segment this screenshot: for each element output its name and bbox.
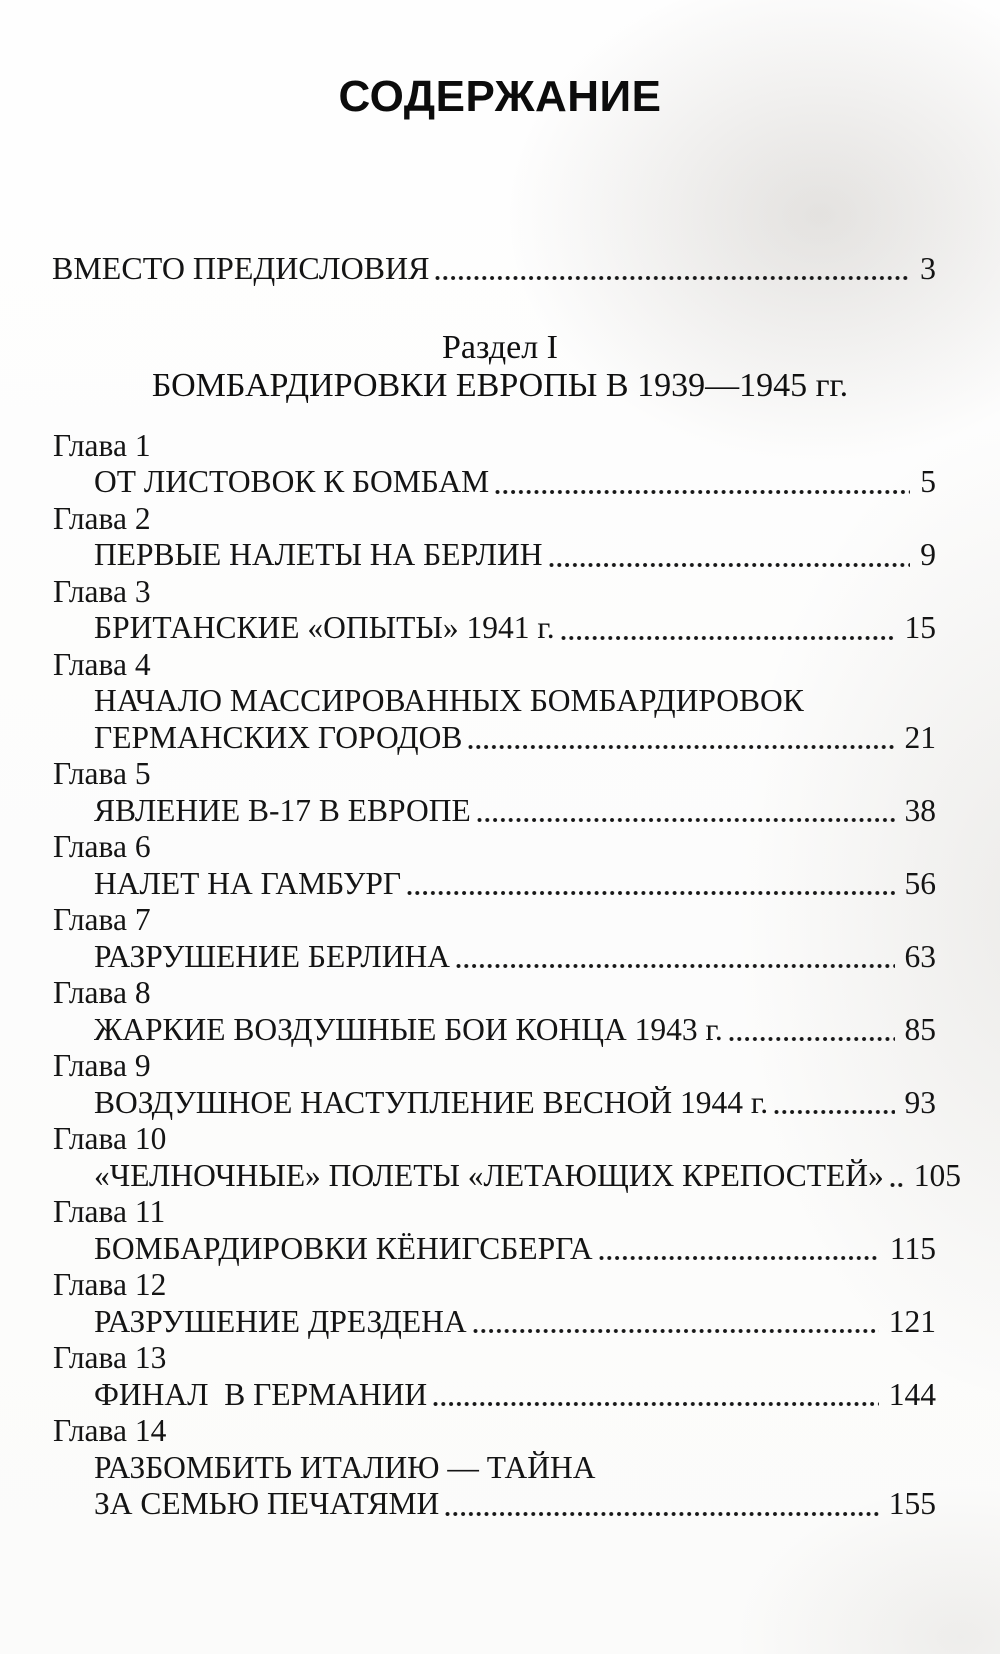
chapter-page-number: 56 [904,865,936,901]
chapter-page-number: 93 [904,1084,936,1120]
chapter-label: Глава 2 [53,500,151,536]
chapter-label: Глава 1 [53,427,151,463]
chapter-title: НАЛЕТ НА ГАМБУРГ [94,865,402,901]
chapter-title-row [52,793,936,830]
dot-leader [433,1402,879,1406]
chapter-page-number: 21 [904,719,936,755]
chapter-entry [52,1267,936,1340]
chapter-entry [52,1048,936,1121]
chapter-entry [52,647,936,757]
dot-leader [435,276,910,280]
chapter-title-row [52,1450,936,1487]
chapter-title: БОМБАРДИРОВКИ КЁНИГСБЕРГА [94,1230,593,1266]
chapter-title-row [52,720,936,757]
chapter-title-row [52,1377,936,1414]
chapter-label: Глава 9 [53,1048,151,1083]
chapter-entry [52,428,936,501]
chapter-label: Глава 13 [53,1340,167,1375]
chapter-title-row [52,1231,936,1268]
dot-leader [445,1512,878,1516]
chapter-title-row [52,1304,936,1341]
chapter-entry [52,1340,936,1413]
section-title: Раздел I [442,328,558,366]
chapter-title: ЗА СЕМЬЮ ПЕЧАТЯМИ [94,1486,440,1521]
chapter-title-row [52,464,936,501]
chapter-label: Глава 7 [53,902,151,937]
chapter-title-row [52,683,936,720]
dot-leader [599,1256,880,1260]
dot-leader [477,818,895,822]
dot-leader [473,1329,879,1333]
chapter-title: РАЗБОМБИТЬ ИТАЛИЮ — ТАЙНА [94,1449,596,1485]
chapter-title: ВОЗДУШНОЕ НАСТУПЛЕНИЕ ВЕСНОЙ 1944 г. [94,1084,769,1120]
chapter-page-number: 15 [904,610,936,645]
chapter-title: «ЧЕЛНОЧНЫЕ» ПОЛЕТЫ «ЛЕТАЮЩИХ КРЕПОСТЕЙ» [94,1157,884,1193]
chapter-entry [52,1194,936,1267]
chapter-label: Глава 14 [53,1413,167,1448]
chapter-title: РАЗРУШЕНИЕ ДРЕЗДЕНА [94,1303,467,1339]
chapter-entry [52,1121,961,1194]
chapter-entry [52,501,936,574]
chapter-title: ГЕРМАНСКИХ ГОРОДОВ [94,719,463,755]
dot-leader [407,891,894,895]
chapter-label: Глава 4 [53,646,151,682]
chapter-entry [52,902,936,975]
chapter-page-number: 121 [888,1303,936,1339]
chapter-page-number: 105 [913,1157,961,1193]
preface-label: ВМЕСТО ПРЕДИСЛОВИЯ [52,250,430,286]
chapter-title-row [52,1012,936,1049]
dot-leader [456,964,895,968]
chapter-label: Глава 6 [53,829,151,864]
chapter-entry [52,829,936,902]
chapter-title: РАЗРУШЕНИЕ БЕРЛИНА [94,938,450,974]
section-subtitle: БОМБАРДИРОВКИ ЕВРОПЫ В 1939—1945 гг. [151,366,849,404]
dot-leader [549,563,911,567]
dot-leader [890,1183,904,1187]
chapter-label: Глава 8 [53,975,151,1010]
chapter-entry [52,1413,936,1523]
chapter-title-row [52,610,936,647]
chapter-page-number: 144 [888,1376,936,1412]
preface-page-number: 3 [920,250,936,286]
chapter-page-number: 63 [904,938,936,974]
chapter-title: ФИНАЛ В ГЕРМАНИИ [94,1376,428,1412]
dot-leader [774,1110,894,1114]
chapter-page-number: 9 [920,537,936,572]
chapter-title-row [52,537,936,574]
chapter-label: Глава 12 [53,1267,167,1302]
chapter-entry [52,756,936,829]
chapter-entry [52,574,936,647]
chapter-title: ЯВЛЕНИЕ В-17 В ЕВРОПЕ [94,792,471,828]
dot-leader [561,636,895,640]
chapter-label: Глава 11 [53,1194,166,1229]
chapter-title-row [52,866,936,903]
chapter-list [52,427,961,1523]
chapter-title-row [52,939,936,976]
section-heading [0,329,1000,405]
chapter-page-number: 115 [889,1230,936,1266]
dot-leader [468,745,894,749]
chapter-label: Глава 10 [53,1121,167,1156]
chapter-title: ПЕРВЫЕ НАЛЕТЫ НА БЕРЛИН [94,537,543,572]
dot-leader [495,490,910,494]
chapter-label: Глава 3 [53,573,151,609]
chapter-title: ЖАРКИЕ ВОЗДУШНЫЕ БОИ КОНЦА 1943 г. [94,1011,723,1047]
chapter-title-row [52,1085,936,1122]
dot-leader [729,1037,895,1041]
page-title: СОДЕРЖАНИЕ [338,72,662,121]
chapter-title: ОТ ЛИСТОВОК К БОМБАМ [94,464,490,499]
preface-entry [52,250,936,287]
chapter-page-number: 38 [904,792,936,828]
chapter-label: Глава 5 [53,756,151,791]
chapter-page-number: 155 [888,1486,936,1521]
chapter-page-number: 85 [904,1011,936,1047]
chapter-title-row [52,1486,936,1523]
chapter-page-number: 5 [920,464,936,499]
chapter-title-row [52,1157,961,1195]
chapter-entry [52,975,936,1048]
chapter-title: БРИТАНСКИЕ «ОПЫТЫ» 1941 г. [94,610,555,645]
chapter-title: НАЧАЛО МАССИРОВАННЫХ БОМБАРДИРОВОК [94,683,804,718]
